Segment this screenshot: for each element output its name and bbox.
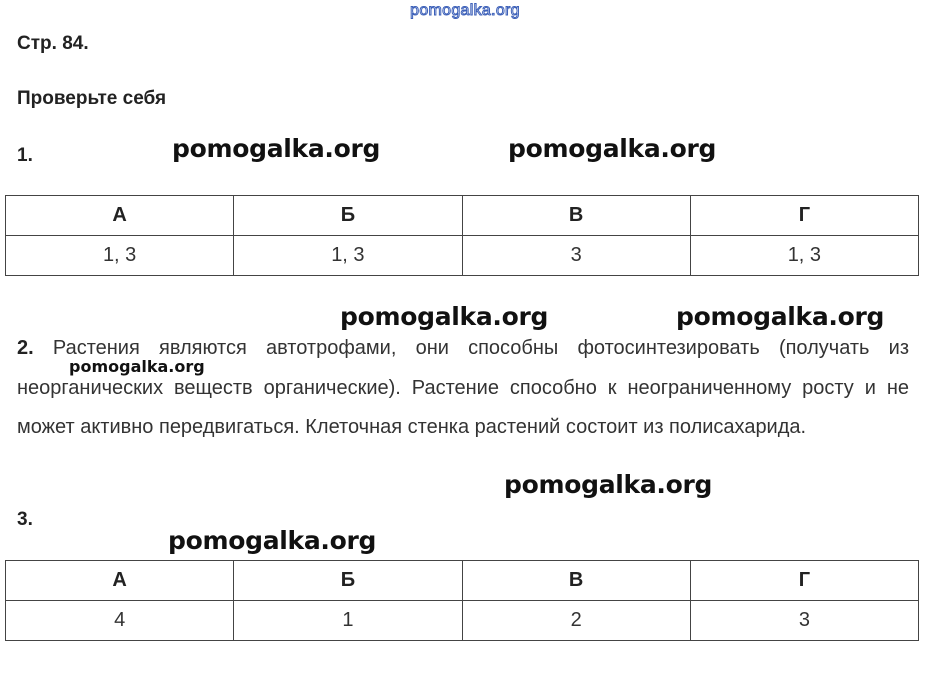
table-cell: 1, 3 bbox=[690, 236, 918, 276]
watermark: pomogalka.org bbox=[676, 302, 885, 331]
table-header-row bbox=[6, 561, 919, 601]
table-header-cell: Б bbox=[234, 561, 462, 601]
table-header-cell: А bbox=[6, 196, 234, 236]
table-row bbox=[6, 601, 919, 641]
watermark: pomogalka.org bbox=[504, 470, 713, 499]
top-watermark: pomogalka.org bbox=[410, 2, 520, 19]
question-2-text: Растения являются автотрофами, они способны фотосинтезировать (получать из неорганических веществ органические). Растение способно к неограниченному росту и не может активно передвигаться. Клеточная стенка растений состоит из полисахарида. bbox=[17, 337, 910, 438]
table-cell: 1 bbox=[234, 601, 462, 641]
watermark: pomogalka.org bbox=[172, 134, 381, 163]
watermark: pomogalka.org bbox=[340, 302, 549, 331]
watermark: pomogalka.org bbox=[508, 134, 717, 163]
table-cell: 4 bbox=[6, 601, 234, 641]
table-cell: 3 bbox=[690, 601, 918, 641]
question-1-number: 1. bbox=[17, 145, 33, 166]
table-cell: 1, 3 bbox=[234, 236, 462, 276]
table-header-cell: А bbox=[6, 561, 234, 601]
table-header-cell: Г bbox=[690, 196, 918, 236]
table-row bbox=[6, 236, 919, 276]
table-header-row bbox=[6, 196, 919, 236]
table-cell: 2 bbox=[462, 601, 690, 641]
table-header-cell: В bbox=[462, 561, 690, 601]
watermark: pomogalka.org bbox=[69, 357, 205, 376]
table-header-cell: Г bbox=[690, 561, 918, 601]
question-3-number: 3. bbox=[17, 509, 33, 530]
question-2-number: 2. bbox=[17, 337, 34, 359]
section-title: Проверьте себя bbox=[17, 88, 167, 109]
table-cell: 3 bbox=[462, 236, 690, 276]
question-3-table bbox=[5, 560, 919, 641]
question-2-answer bbox=[17, 329, 909, 448]
table-header-cell: В bbox=[462, 196, 690, 236]
table-cell: 1, 3 bbox=[6, 236, 234, 276]
page-reference: Стр. 84. bbox=[17, 33, 89, 54]
question-1-table bbox=[5, 195, 919, 276]
table-header-cell: Б bbox=[234, 196, 462, 236]
watermark: pomogalka.org bbox=[168, 526, 377, 555]
